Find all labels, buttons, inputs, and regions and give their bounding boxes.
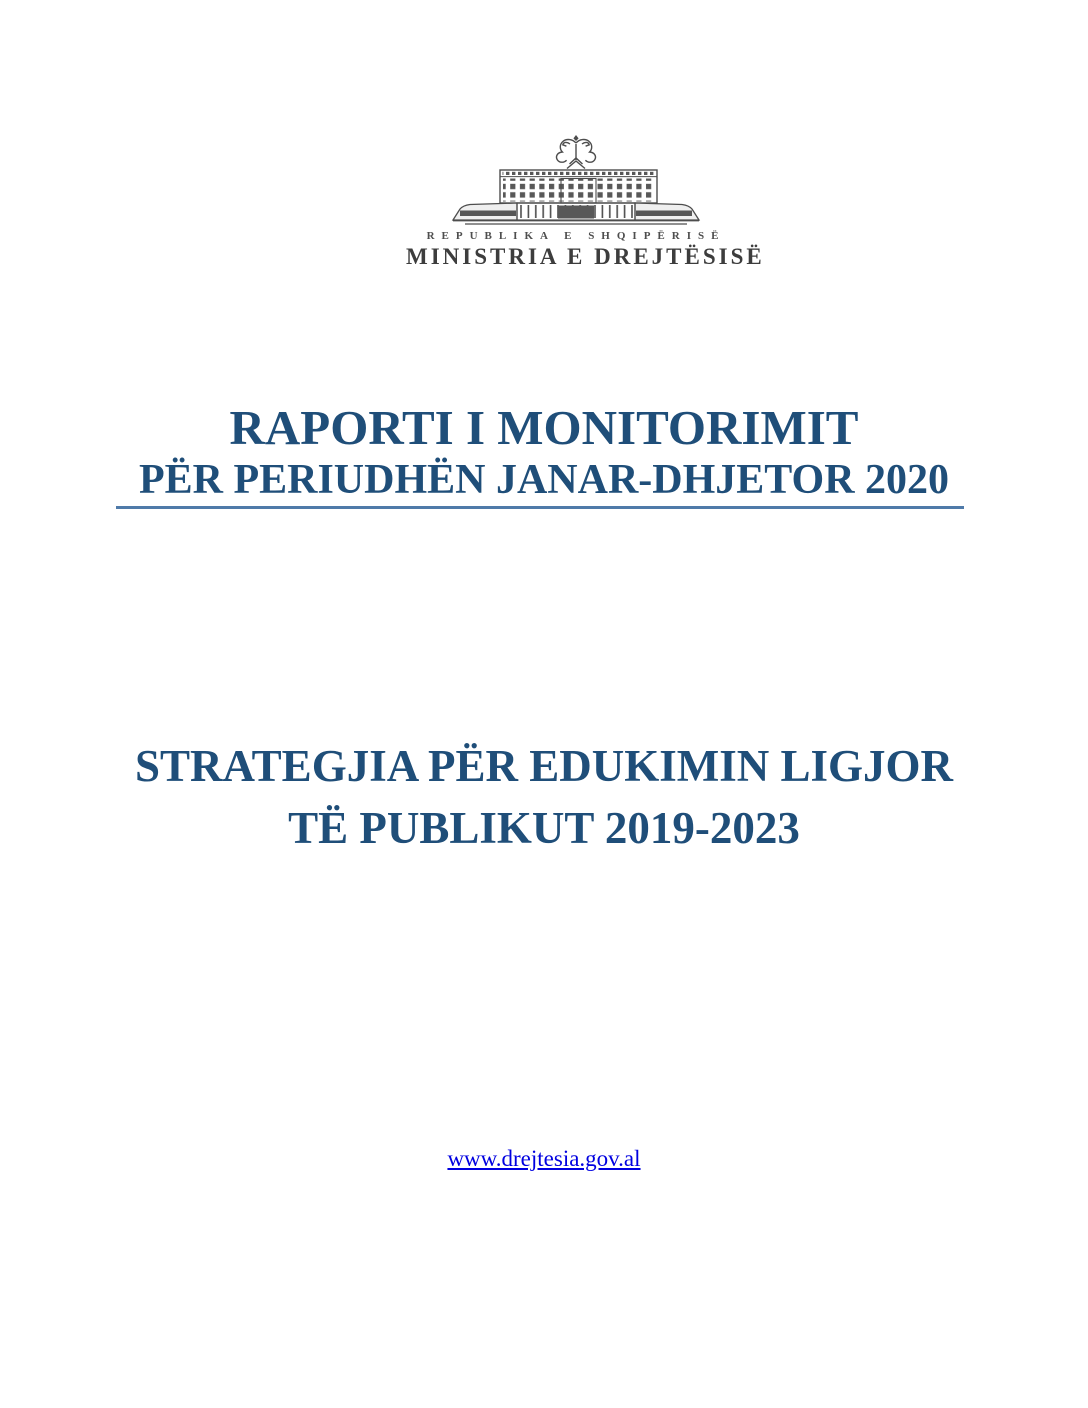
building-wings-icon: [453, 203, 699, 224]
footer: [0, 1146, 1088, 1172]
ministry-emblem: [406, 132, 765, 270]
strategy-title: [0, 735, 1088, 859]
strategy-title-line2: TË PUBLIKUT 2019-2023: [288, 803, 800, 853]
report-title: [0, 400, 1088, 504]
ministry-building-icon: [451, 132, 701, 226]
title-divider-rule: [116, 506, 964, 509]
strategy-title-line1: STRATEGJIA PËR EDUKIMIN LIGJOR: [134, 741, 954, 791]
building-facade-icon: [500, 170, 657, 203]
report-title-line2: PËR PERIUDHËN JANAR-DHJETOR 2020: [138, 457, 950, 503]
republic-name: REPUBLIKA E SHQIPËRISË: [426, 230, 726, 242]
ministry-name: MINISTRIA E DREJTËSISË: [406, 244, 765, 269]
eagle-crest-icon: [556, 135, 595, 169]
report-title-line1: RAPORTI I MONITORIMIT: [229, 400, 859, 455]
website-link[interactable]: www.drejtesia.gov.al: [447, 1146, 641, 1171]
